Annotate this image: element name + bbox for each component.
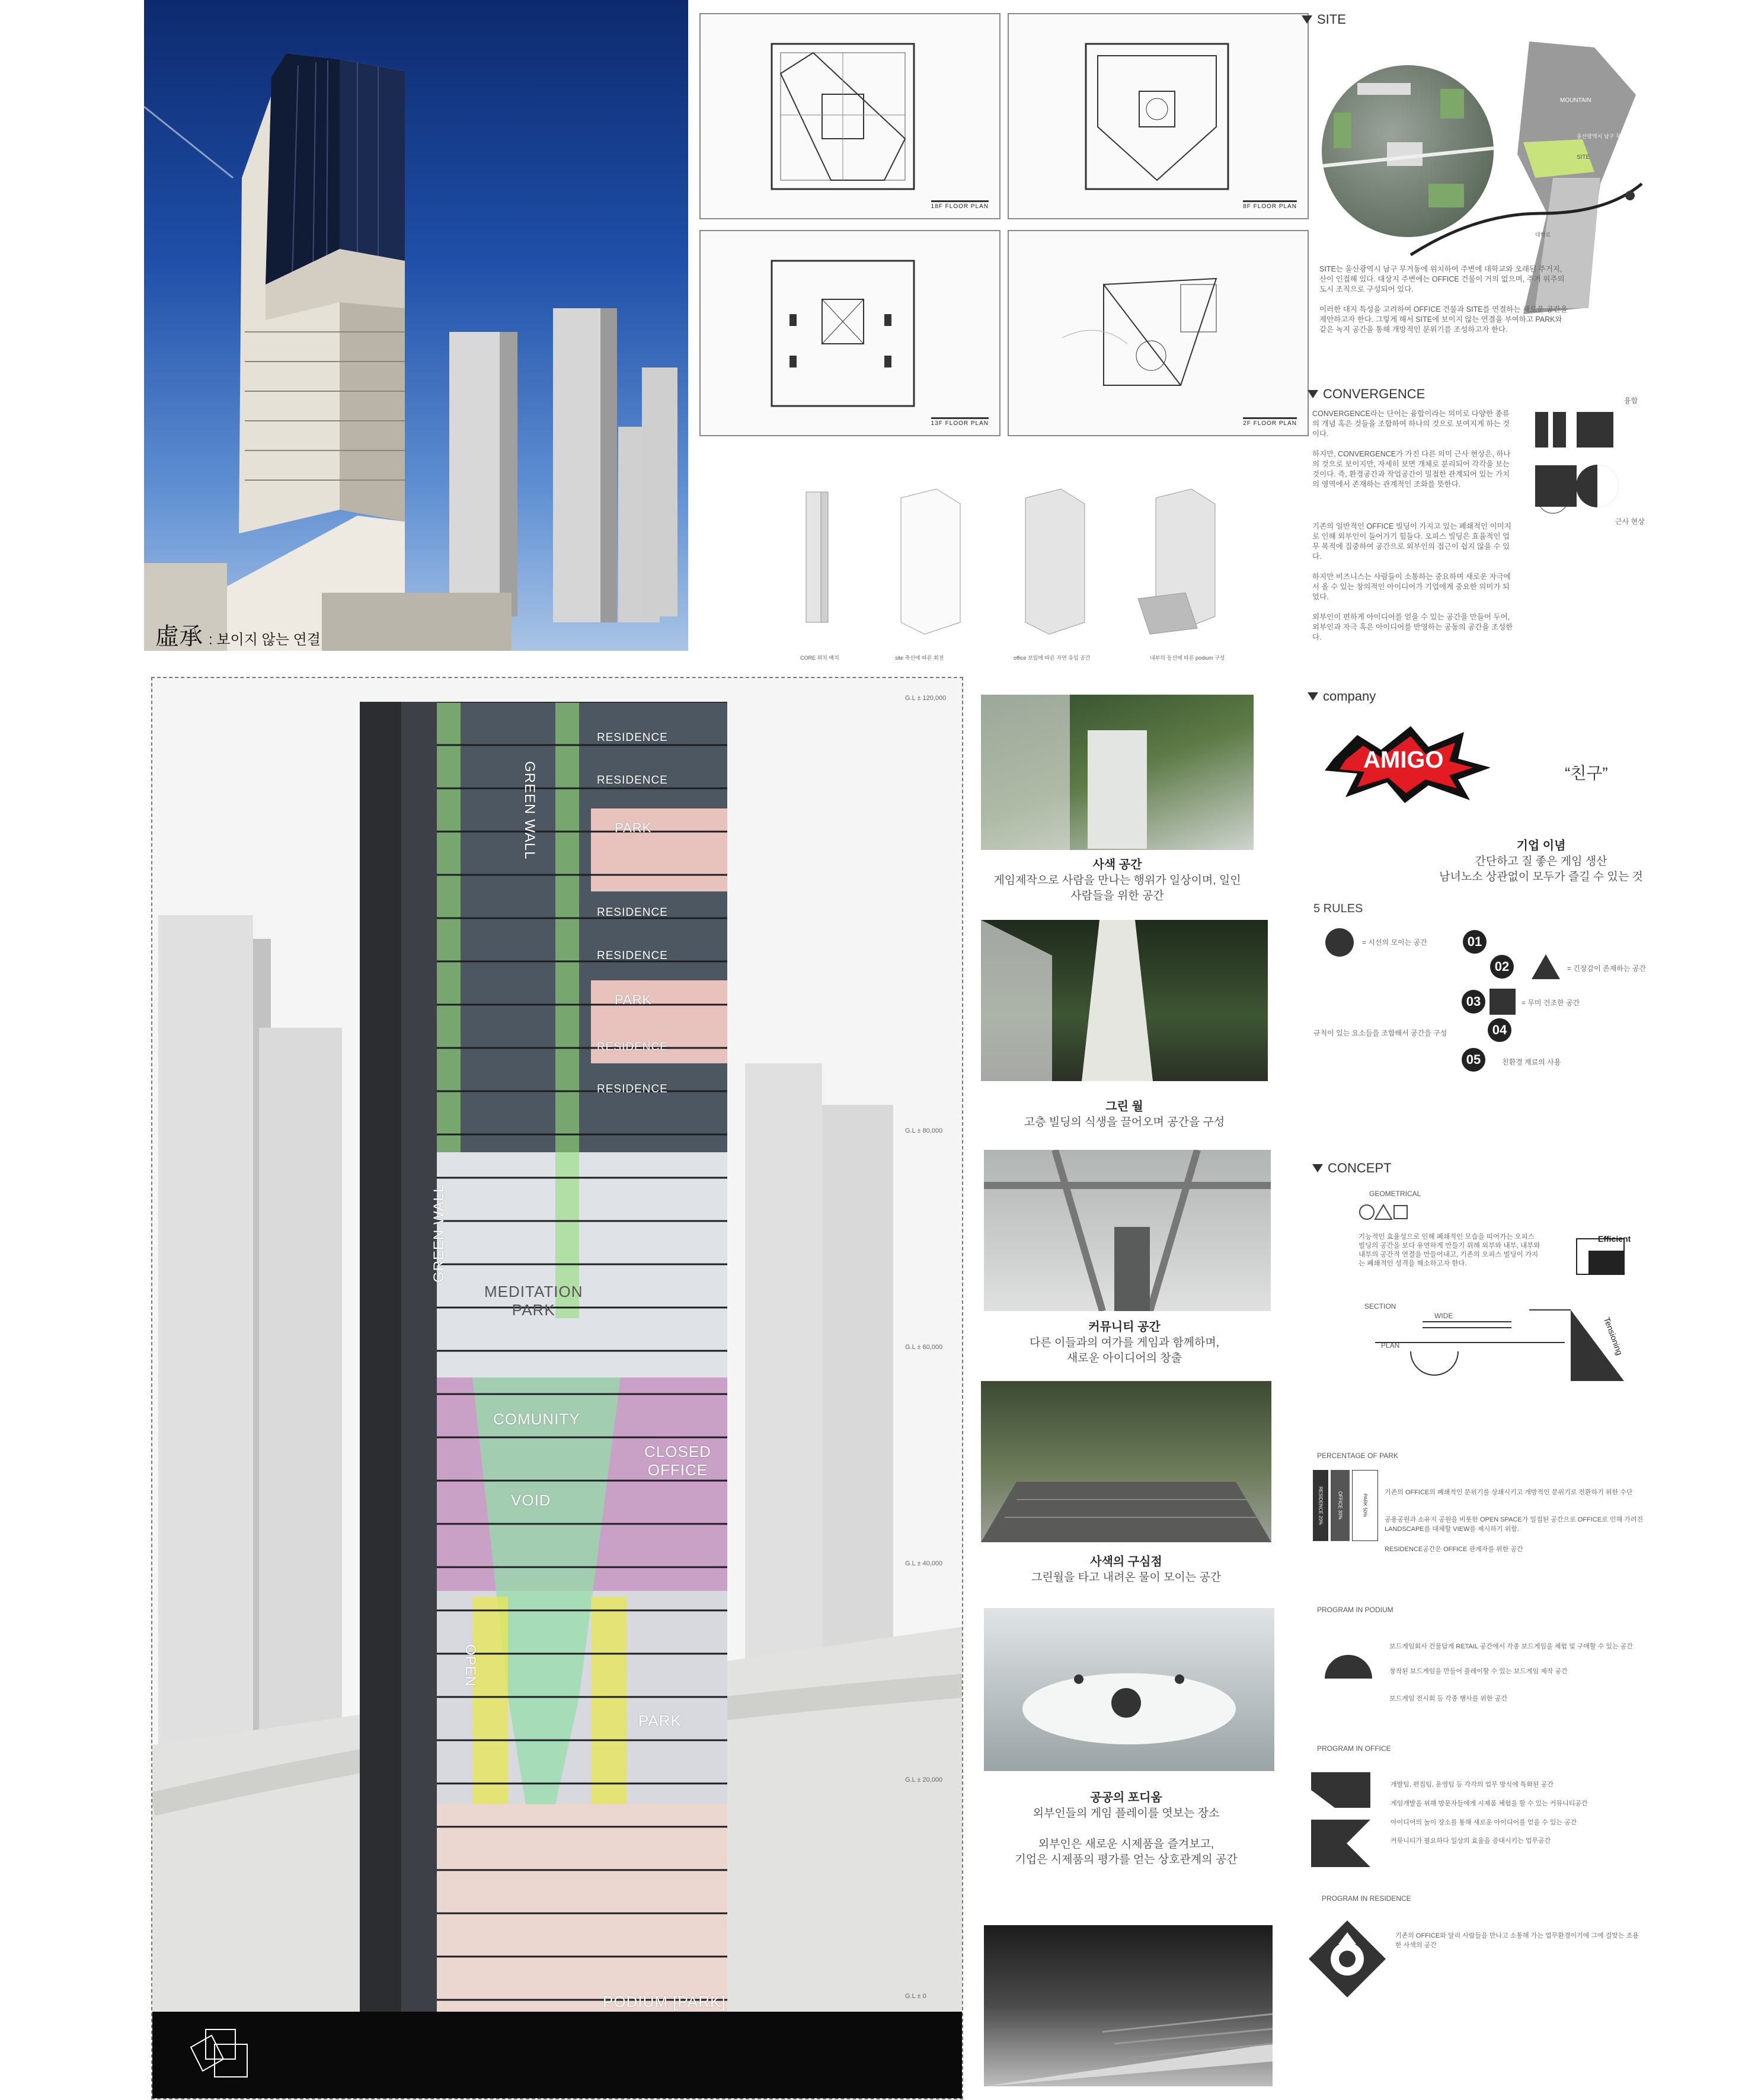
residence-program-text: 기존의 OFFICE와 달리 사람들을 만나고 소통해 가는 업무환경이기에 그에 걸맞는 조용한 사색의 공간 [1395,1932,1639,1949]
concept-diagram [1375,1233,1636,1381]
concept-label-efficient: Efficient [1598,1234,1631,1244]
convergence-text-2: 기존의 일반적인 OFFICE 빌딩이 가지고 있는 폐쇄적인 이미지로 인해 외부인이 들어가기 힘들다. 오피스 빌딩은 효율적인 업무 목적에 집중하여 공간으로 외부인의 접근이 쉽지 않을 수 있다. 하지만 비즈니스는 사람들이 소통하는 중요하며 새로운 자극에서 올 수 있는 창의적인 아이디어가 기업에게 중요한 의미가 되었다. 외부인이 편하게 아이디어를 얻을 수 있는 공간을 만들어 두어, 외부인과 자극 혹은 아이디어를 반영하는 공동의 공간을 조성한다. [1312,522,1513,641]
caption-meditation-space [981,857,1254,904]
floor-slab-lines [360,702,727,2012]
label-green-wall-right: GREEN WALL [522,761,538,860]
floor-plan-label: 2F FLOOR PLAN [1243,417,1297,427]
rule-text-3: = 무미 건조한 공간 [1522,999,1580,1007]
label-residence-1: RESIDENCE [597,731,668,744]
bar-residence: RESIDENCE 20% [1313,1470,1328,1541]
floor-plan-label: 18F FLOOR PLAN [931,200,989,210]
rule-text-2: = 긴장감이 존재하는 공간 [1567,964,1646,973]
rule-number-5: 05 [1462,1048,1485,1072]
label-residence-5: RESIDENCE [597,1041,668,1053]
park-pct-text-2: 공용공원과 소유지 공원을 비롯한 OPEN SPACE가 밀집된 공간으로 OFFICE로 인해 가려진 LANDSCAPE를 대체할 VIEW를 제시하기 위함. [1385,1516,1644,1533]
concept-text: 기능적인 효율성으로 인해 폐쇄적인 모습을 띠어가는 오피스 빌딩의 공간을 보다 유연하게 만들기 위해 외부와 내부, 내부와 내부의 공간적 연결을 만들어내고, 기존의 오피스 빌딩이 가지는 폐쇄적인 성격을 해소하고자 한다. [1359,1233,1540,1267]
label-residence-6: RESIDENCE [597,1083,668,1095]
rule-number-1: 01 [1463,930,1487,954]
podium-program-text-3: 보드게임 전시회 등 각종 행사를 위한 공간 [1389,1695,1507,1702]
geometric-shapes-icon [1359,1203,1408,1221]
park-pct-heading: PERCENTAGE OF PARK [1317,1452,1398,1460]
floor-plan-drawing [1062,267,1252,409]
floor-plan-label: 13F FLOOR PLAN [931,417,989,427]
hero-render [144,0,688,651]
concept-label-section: SECTION [1364,1302,1396,1310]
triangle-bullet-icon [1312,1164,1323,1172]
podium-program-text-2: 창작된 보드게임을 만들어 플레이할 수 있는 보드게임 제작 공간 [1389,1668,1568,1675]
label-residence-3: RESIDENCE [597,906,668,919]
level-mark-40: G.L ± 40,000 [905,1560,943,1567]
rule-text-5: 친환경 재료의 사용 [1502,1058,1561,1066]
park-pct-text-3: RESIDENCE공간은 OFFICE 관계자를 위한 공간 [1385,1546,1523,1553]
concept-label-wide: WIDE [1434,1312,1453,1320]
site-label-address: 울산광역시 남구 무거동 1225-3 [1577,133,1650,139]
bar-park: PARK 50% [1352,1470,1378,1541]
amigo-logo-text: AMIGO [1363,747,1444,773]
photo-green-wall [981,920,1268,1081]
label-closed-office: CLOSED OFFICE [644,1443,711,1479]
convergence-heading: CONVERGENCE [1308,386,1425,402]
podium-program-heading: PROGRAM IN PODIUM [1317,1606,1393,1614]
label-park-2: PARK [615,992,652,1007]
rule-number-2: 02 [1490,955,1514,979]
caption-title: 사색 공간 [1092,858,1142,871]
site-label-mountain: MOUNTAIN [1560,97,1591,104]
rules-heading: 5 RULES [1313,902,1363,915]
caption-title: 그린 월 [1105,1100,1143,1113]
triangle-bullet-icon [1308,390,1318,398]
convergence-label-fusion: 융합 [1624,397,1638,405]
floor-plan-panel-3 [699,230,1001,436]
massing-caption-4: 내부의 동선에 따른 podium 구성 [1150,655,1225,661]
massing-caption-2: site 축선에 따른 회전 [895,655,944,661]
label-community: COMUNITY [493,1410,580,1428]
rule-square-shape [1489,989,1516,1015]
photo-podium-stairs [984,1925,1273,2086]
floor-plan-panel-2 [1008,13,1309,219]
key-plan-icon [188,2024,265,2089]
floor-plan-panel-1 [699,13,1001,219]
philosophy-body: 간단하고 질 좋은 게임 생산 남녀노소 상관없이 모두가 즐길 수 있는 것 [1439,855,1643,883]
tower-render-graphic [144,0,688,651]
floor-plan-drawing [766,38,920,198]
site-label-road: 대학로 [1535,232,1551,238]
company-heading: company [1308,689,1376,704]
label-green-wall-left: GREEN WALL [431,1184,447,1283]
hero-subtitle: : 보이지 않는 연결 [209,632,321,648]
level-mark-60: G.L ± 60,000 [905,1344,943,1351]
photo-meditation-center [981,1381,1271,1542]
floor-plan-drawing [1080,38,1234,198]
photo-meditation-space [981,695,1254,850]
label-podium: PODIUM [PARK] [603,1993,726,2010]
rule-circle-shape [1325,928,1354,957]
label-residence-2: RESIDENCE [597,774,668,787]
floor-plan-panel-4 [1008,230,1309,436]
level-mark-80: G.L ± 80,000 [905,1127,943,1134]
caption-green-wall [981,1099,1268,1130]
rule-triangle-shape [1530,953,1561,980]
residence-program-heading: PROGRAM IN RESIDENCE [1322,1894,1411,1903]
label-open: OPEN [462,1644,478,1687]
site-heading: SITE [1302,12,1346,27]
company-philosophy [1363,838,1719,885]
office-program-text-1: 개발팀, 편집팀, 운영팀 등 각각의 업무 방식에 특화된 공간 [1391,1781,1554,1788]
caption-public-podium [981,1790,1271,1868]
company-meaning: “친구” [1565,764,1608,782]
photo-public-podium [984,1608,1274,1771]
site-label-site: SITE [1577,154,1590,161]
caption-title: 사색의 구심점 [1090,1555,1162,1568]
office-program-text-3: 아이디어의 놀이 장소를 통해 새로운 아이디어를 얻을 수 있는 공간 [1391,1819,1577,1826]
concept-heading: CONCEPT [1312,1161,1392,1176]
label-void: VOID [511,1491,551,1509]
tower-section [360,702,727,2012]
photo-community-space [984,1150,1271,1311]
caption-body: 그린월을 타고 내려온 물이 모이는 공간 [1031,1571,1222,1584]
park-pct-bar [1313,1470,1378,1541]
level-mark-20: G.L ± 20,000 [905,1776,943,1783]
massing-caption-1: CORE 위치 배치 [800,655,839,661]
convergence-label-near: 근사 현상 [1615,517,1645,526]
hero-title [155,618,321,651]
rule-number-4: 04 [1488,1018,1511,1042]
caption-body: 고층 빌딩의 식생을 끌어오며 공간을 구성 [1024,1116,1225,1129]
caption-meditation-center [981,1554,1271,1586]
level-mark-0: G.L ± 0 [905,1993,926,2000]
caption-title: 커뮤니티 공간 [1088,1321,1161,1334]
rule-text-1: = 시선의 모이는 공간 [1362,938,1427,947]
caption-community-space [981,1319,1268,1366]
rule-text-4: 규칙이 있는 요소들을 조합해서 공간을 구성 [1313,1029,1447,1037]
floor-plan-label: 8F FLOOR PLAN [1243,200,1297,210]
park-pct-text-1: 기존의 OFFICE의 폐쇄적인 분위기를 상쇄시키고 개방적인 분위기로 전환하기 위한 수단 [1385,1489,1633,1496]
hero-title-hanja: 虛承 [155,623,203,650]
label-park-3: PARK [638,1712,682,1730]
concept-label-plan: PLAN [1381,1341,1400,1350]
concept-geometric: GEOMETRICAL [1369,1190,1421,1198]
bar-office: OFFICE 30% [1331,1470,1350,1541]
caption-body: 다른 이들과의 여가를 게임과 함께하며, 새로운 아이디어의 창출 [1029,1337,1220,1364]
office-program-text-4: 커뮤니티가 필요하다 일상의 효율을 증대시키는 업무공간 [1391,1837,1551,1845]
label-residence-4: RESIDENCE [597,950,668,962]
massing-diagrams [771,480,1304,670]
floor-plan-drawing [766,255,920,415]
caption-body: 게임제작으로 사람을 만나는 행위가 일상이며, 일인 사람들을 위한 공간 [993,874,1241,902]
residence-program-icon [1309,1920,1386,1997]
site-description: SITE는 울산광역시 남구 무거동에 위치하여 주변에 대학교와 오래된 주거지, 산이 인접해 있다. 대상지 주변에는 OFFICE 건물이 거의 없으며, 주거 위주의 도시 조직으로 구성되어 있다. 이러한 대지 특성을 고려하여 OFFICE 건물과 SITE를 연결하는 새로운 공간을 제안하고자 한다. 그렇게 해서 SITE에 보이지 않는 연결을 부여하고 PARK와 같은 녹지 공간을 통해 개방적인 분위기를 조성하고자 한다. [1319,265,1568,334]
massing-caption-3: office 보일에 따른 자연 유입 공간 [1014,655,1091,661]
office-program-icon [1311,1772,1370,1867]
rule-number-3: 03 [1462,990,1485,1014]
office-program-text-2: 게임개발을 위해 방문자들에게 시제품 체험을 할 수 있는 커뮤니티공간 [1391,1800,1588,1807]
caption-body: 외부인들의 게임 플레이를 엿보는 장소 외부인은 새로운 시제품을 즐겨보고, 기업은 시제품의 평가를 얻는 상호관계의 공간 [1015,1807,1238,1866]
convergence-shapes-icon [1529,409,1624,516]
convergence-text-1: CONVERGENCE라는 단어는 융합이라는 의미로 다양한 종류의 개념 혹은 것들을 조합하여 하나의 것으로 보여지게 하는 것이다. 하지만, CONVERGENCE가 가진 다른 의미 근사 현상은, 하나의 것으로 보이지만, 자세히 보면 개체로 분리되어 각각을 보는 것이다. 즉, 환경공간과 작업공간이 밀접한 관계되어 있는 가치의 영역에서 존재하는 관계적인 조화를 뜻한다. [1312,410,1511,488]
podium-program-text-1: 보드게임회사 건물답게 RETAIL 공간에서 각종 보드게임을 체험 및 구매할 수 있는 공간 [1389,1643,1633,1650]
triangle-bullet-icon [1308,692,1318,701]
concept-label-tensioning: Tensioning [1602,1316,1625,1357]
label-park-1: PARK [615,820,652,835]
massing-diagram-graphic [771,480,1304,658]
half-circle-icon [1325,1654,1372,1679]
triangle-bullet-icon [1302,15,1312,24]
section-frame [151,677,963,2099]
site-label-old-community: OLD COMMUNITY [1603,250,1640,266]
label-meditation-park: MEDITATION PARK [484,1283,583,1319]
caption-title: 공공의 포디움 [1090,1791,1162,1804]
philosophy-title: 기업 이념 [1516,839,1566,852]
office-program-heading: PROGRAM IN OFFICE [1317,1744,1391,1753]
level-mark-120: G.L ± 120,000 [905,695,947,702]
